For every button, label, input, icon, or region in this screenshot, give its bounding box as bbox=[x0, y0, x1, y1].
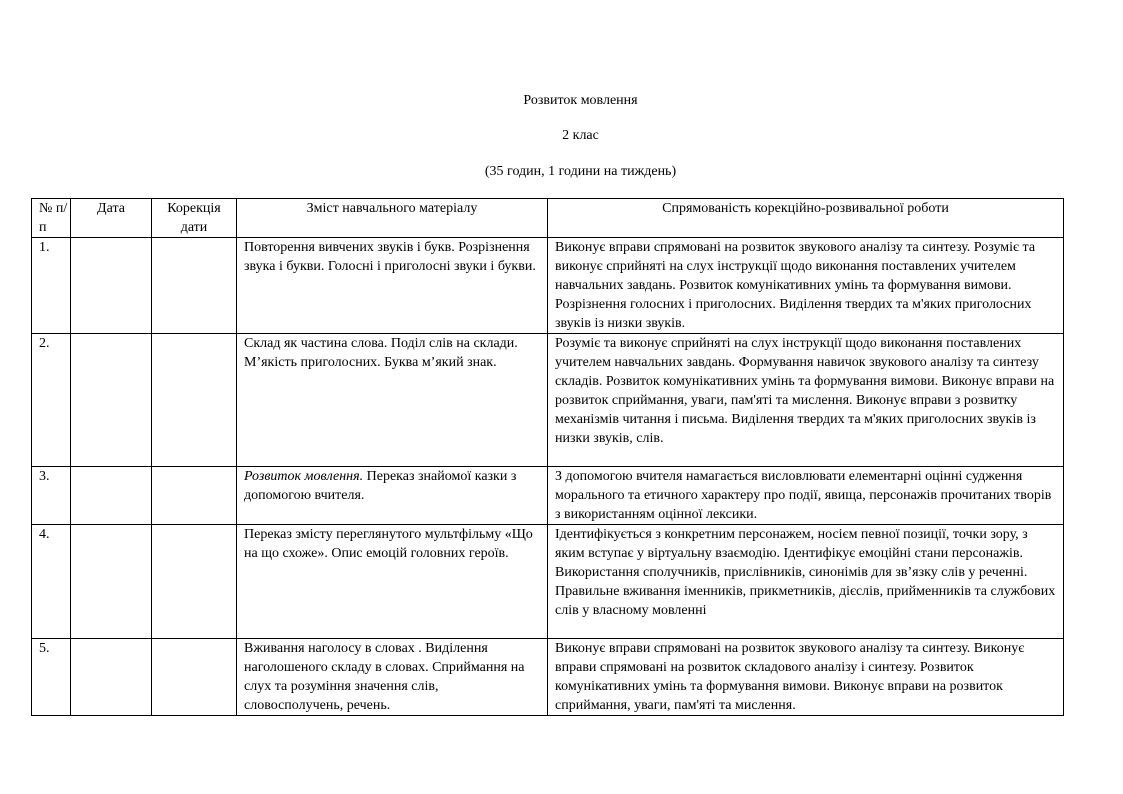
table-header-row bbox=[32, 199, 1064, 238]
row-number: 3. bbox=[32, 467, 71, 525]
row-correction bbox=[152, 334, 237, 467]
header-date: Дата bbox=[71, 199, 152, 238]
header-content: Зміст навчального матеріалу bbox=[237, 199, 548, 238]
table-row bbox=[32, 334, 1064, 467]
lesson-plan-table bbox=[31, 198, 1064, 716]
row-content: Вживання наголосу в словах . Виділення наголошеного складу в словах. Сприймання на слух та розуміння значення слів, словосполучень, речень. bbox=[237, 639, 548, 716]
row-number: 2. bbox=[32, 334, 71, 467]
row-content: Склад як частина слова. Поділ слів на склади. М’якість приголосних. Буква м’який знак. bbox=[237, 334, 548, 467]
row-date bbox=[71, 334, 152, 467]
table-row bbox=[32, 238, 1064, 334]
row-number: 1. bbox=[32, 238, 71, 334]
row-content-text: Переказ знайомої казки з допомогою вчителя. bbox=[244, 469, 517, 503]
row-focus: З допомогою вчителя намагається висловлювати елементарні оцінні судження морального та етичного характеру про події, явища, персонажів прочитаних творів з використанням оцінної лексики. bbox=[548, 467, 1064, 525]
row-correction bbox=[152, 639, 237, 716]
document-hours: (35 годин, 1 години на тиждень) bbox=[484, 164, 677, 179]
row-number: 5. bbox=[32, 639, 71, 716]
row-content: Переказ змісту переглянутого мультфільму «Що на що схоже». Опис емоцій головних героїв. bbox=[237, 525, 548, 639]
header-number: № п/п bbox=[32, 199, 71, 238]
row-correction bbox=[152, 467, 237, 525]
row-date bbox=[71, 467, 152, 525]
row-date bbox=[71, 639, 152, 716]
header-correction-date: Корекція дати bbox=[152, 199, 237, 238]
row-focus: Виконує вправи спрямовані на розвиток звукового аналізу та синтезу. Виконує вправи спрямовані на розвиток складового аналізу і синтезу. Розвиток комунікативних умінь та формування вимови. Виконує вправи на розвиток сприймання, уваги, пам'яті та мислення. bbox=[548, 639, 1064, 716]
row-date bbox=[71, 238, 152, 334]
table-row bbox=[32, 525, 1064, 639]
document-title: Розвиток мовлення bbox=[523, 93, 638, 108]
row-focus: Ідентифікується з конкретним персонажем, носієм певної позиції, точки зору, з яким вступає у віртуальну взаємодію. Ідентифікує емоційні стани персонажів. Використання сполучників, прислівників, синонімів для зв’язку слів у реченні. Правильне вживання іменників, прикметників, дієслів, прийменників та службових слів у власному мовленні bbox=[548, 525, 1064, 639]
row-correction bbox=[152, 525, 237, 639]
header-focus: Спрямованість корекційно-розвивальної роботи bbox=[548, 199, 1064, 238]
row-number: 4. bbox=[32, 525, 71, 639]
row-focus: Розуміє та виконує сприйняті на слух інструкції щодо виконання поставлених учителем навчальних завдань. Формування навичок звукового аналізу та синтезу складів. Розвиток комунікативних умінь та формування вимови. Виконує вправи на розвиток сприймання, уваги, пам'яті та мислення. Виконує вправи з розвитку механізмів читання і письма. Виділення твердих та м'яких приголосних звуків із низки звуків, слів. bbox=[548, 334, 1064, 467]
document-grade: 2 клас bbox=[562, 128, 599, 143]
row-content: Повторення вивчених звуків і букв. Розрізнення звука і букви. Голосні і приголосні звуки і букви. bbox=[237, 238, 548, 334]
row-content-italic: Розвиток мовлення. bbox=[244, 469, 364, 484]
row-content bbox=[237, 467, 548, 525]
row-correction bbox=[152, 238, 237, 334]
table-row bbox=[32, 639, 1064, 716]
table-row bbox=[32, 467, 1064, 525]
row-focus: Виконує вправи спрямовані на розвиток звукового аналізу та синтезу. Розуміє та виконує сприйняті на слух інструкції щодо виконання поставлених учителем навчальних завдань. Розвиток комунікативних умінь та формування вимови. Розрізнення голосних і приголосних. Виділення твердих та м'яких приголосних звуків із низки звуків. bbox=[548, 238, 1064, 334]
row-date bbox=[71, 525, 152, 639]
